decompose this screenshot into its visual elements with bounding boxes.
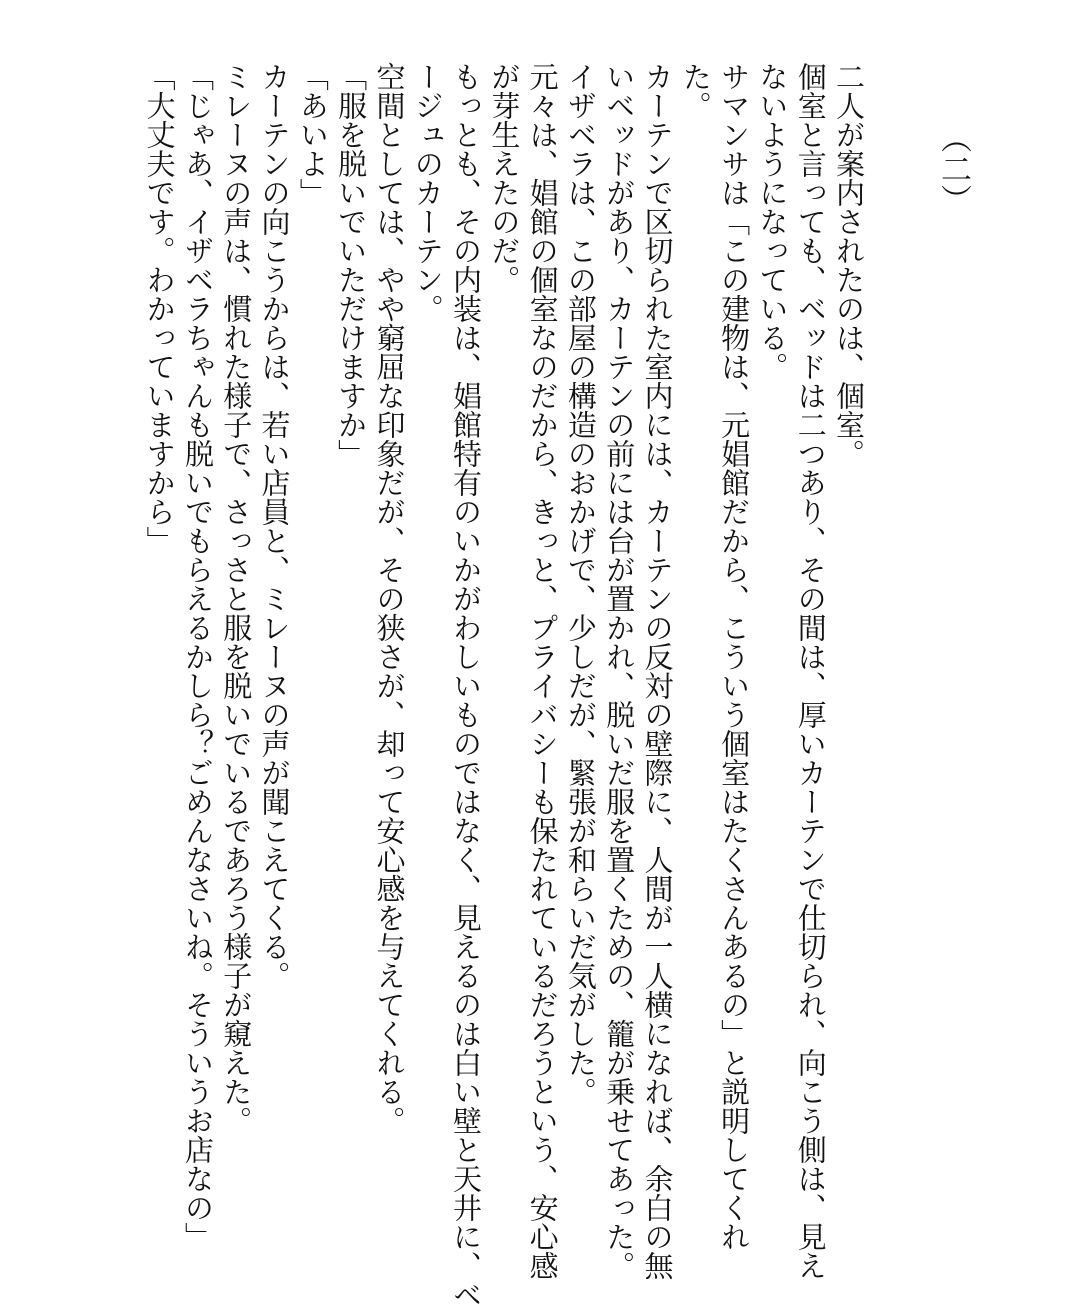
text-line: 空間としては、やや窮屈な印象だが、その狭さが、却って安心感を与えてくれる。 [372, 62, 407, 1135]
text-line: 「じゃあ、イザベラちゃんも脱いでもらえるかしら？ごめんなさいね。そういうお店なの」 [180, 62, 215, 1251]
text-line: もっとも、その内装は、娼館特有のいかがわしいものではなく、見えるのは白い壁と天井に、ベ [449, 62, 484, 1309]
text-line: た。 [678, 62, 713, 120]
text-line: 「大丈夫です。わかっていますから」 [142, 62, 177, 555]
body-text [140, 62, 868, 1309]
text-line: が芽生えたのだ。 [487, 62, 522, 294]
text-line: イザベラは、この部屋の構造のおかげで、少しだが、緊張が和らいだ気がした。 [563, 62, 598, 1106]
text-line: 二人が案内されたのは、個室。 [832, 62, 866, 468]
text-line: ないようになっている。 [755, 62, 790, 381]
text-line: ージュのカーテン。 [410, 62, 445, 323]
text-line: いベッドがあり、カーテンの前には台が置かれ、脱いだ服を置くための、籠が乗せてあった。 [602, 62, 637, 1280]
text-line: ミレーヌの声は、慣れた様子で、さっさと服を脱いでいるであろう様子が窺えた。 [219, 62, 254, 1135]
text-line: 元々は、娼館の個室なのだから、きっと、プライバシーも保たれているだろうという、安心感 [525, 62, 560, 1280]
text-line: 「服を脱いでいただけますか」 [334, 62, 369, 468]
text-line: 「あいよ」 [295, 62, 330, 207]
text-line: カーテンの向こうからは、若い店員と、ミレーヌの声が聞こえてくる。 [257, 62, 292, 990]
text-line: サマンサは「この建物は、元娼館だから、こういう個室はたくさんあるの」と説明してくれ [717, 62, 752, 1251]
text-line: カーテンで区切られた室内には、カーテンの反対の壁際に、人間が一人横になれば、余白の無 [640, 62, 675, 1280]
text-line: 個室と言っても、ベッドは二つあり、その間は、厚いカーテンで仕切られ、向こう側は、見え [793, 62, 828, 1280]
chapter-title: （二） [935, 122, 971, 215]
